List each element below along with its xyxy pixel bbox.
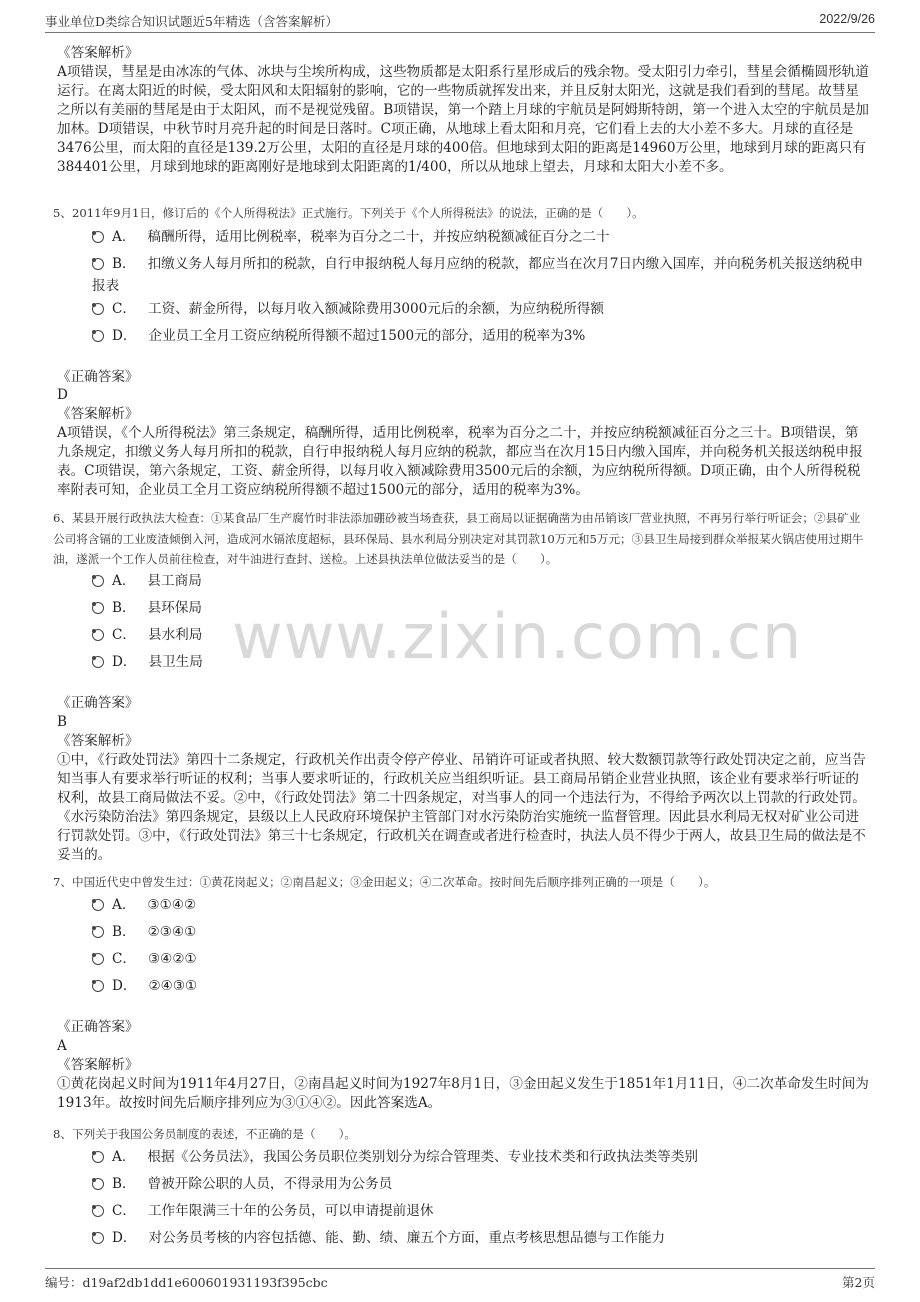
q5-analysis: A项错误，《个人所得税法》第三条规定，稿酬所得，适用比例税率，税率为百分之二十，并按应纳税额减征百分之三十。B项错误，第九条规定，扣缴义务人每月所扣的税款，自行申报纳税人每月应纳的税款，都应当在次月15日内缴入国库，并向税务机关报送纳税申报表。C项错误，第六条规定，工资、薪金所得，以每月收入额减除费用3500元后的余额，为应纳税所得额。D项正确，由个人所得税税率附表可知，企业员工全月工资应纳税所得额不超过1500元的部分，适用的税率为3%。 xyxy=(57,425,863,498)
q7-option-b[interactable]: B． ②③④① xyxy=(92,921,870,943)
q6-option-a[interactable]: A． 县工商局 xyxy=(92,570,870,592)
q6-analysis: ①中，《行政处罚法》第四十二条规定，行政机关作出责令停产停业、吊销许可证或者执照、较大数额罚款等行政处罚决定之前，应当告知当事人有要求举行听证的权利；当事人要求听证的，行政机关应当组织听证。县工商局吊销企业营业执照，该企业有要求举行听证的权利，故县工商局做法不妥。②中，《行政处罚法》第二十四条规定，对当事人的同一个违法行为，不得给予两次以上罚款的行政处罚。《水污染防治法》第四条规定，县级以上人民政府环境保护主管部门对水污染防治实施统一监督管理。因此县水利局无权对矿业公司进行罚款处罚。③中，《行政处罚法》第三十七条规定，行政机关在调查或者进行检查时，执法人员不得少于两人，故县卫生局的做法是不妥当的。 xyxy=(57,752,866,863)
q7-option-d[interactable]: D． ②④③① xyxy=(92,975,870,997)
q5-analysis-label: 《答案解析》 xyxy=(57,406,139,422)
radio-icon[interactable] xyxy=(92,1232,104,1244)
q7-analysis-label: 《答案解析》 xyxy=(57,1057,139,1073)
q6-answer: B xyxy=(57,714,67,730)
q6-option-c[interactable]: C． 县水利局 xyxy=(92,624,870,646)
document-title: 事业单位D类综合知识试题近5年精选（含答案解析） xyxy=(45,14,338,29)
q8-question: 8、下列关于我国公务员制度的表述，不正确的是（ ）。 xyxy=(53,1127,357,1141)
q5-option-c[interactable]: C． 工资、薪金所得，以每月收入额减除费用3000元后的余额，为应纳税所得额 xyxy=(92,298,870,320)
q7-answer: A xyxy=(57,1038,67,1054)
radio-icon[interactable] xyxy=(92,656,104,668)
q8-option-b[interactable]: B． 曾被开除公职的人员，不得录用为公务员 xyxy=(92,1173,870,1195)
q7-answer-label: 《正确答案》 xyxy=(57,1019,139,1035)
page-footer xyxy=(45,1268,875,1291)
q6-analysis-label: 《答案解析》 xyxy=(57,733,139,749)
q7-option-c[interactable]: C． ③④②① xyxy=(92,948,870,970)
radio-icon[interactable] xyxy=(92,303,104,315)
radio-icon[interactable] xyxy=(92,330,104,342)
q8-option-c[interactable]: C． 工作年限满三十年的公务员，可以申请提前退休 xyxy=(92,1200,870,1222)
q5-answer: D xyxy=(57,387,68,403)
q8-option-a[interactable]: A． 根据《公务员法》，我国公务员职位类别划分为综合管理类、专业技术类和行政执法类等类别 xyxy=(92,1146,870,1168)
radio-icon[interactable] xyxy=(92,926,104,938)
radio-icon[interactable] xyxy=(92,629,104,641)
q5-answer-label: 《正确答案》 xyxy=(57,369,139,385)
radio-icon[interactable] xyxy=(92,602,104,614)
q6-answer-label: 《正确答案》 xyxy=(57,695,139,711)
radio-icon[interactable] xyxy=(92,1151,104,1163)
q4-analysis: A项错误，彗星是由冰冻的气体、冰块与尘埃所构成，这些物质都是太阳系行星形成后的残余物。受太阳引力牵引，彗星会循椭圆形轨道运行。在离太阳近的时候，受太阳风和太阳辐射的影响，它的一些物质就挥发出来，并且反射太阳光，这就是我们看到的彗尾。故彗星之所以有美丽的彗尾是由于太阳风，而不是视觉残留。B项错误，第一个踏上月球的宇航员是阿姆斯特朗，第一个进入太空的宇航员是加加林。D项错误，中秋节时月亮升起的时间是日落时。C项正确，从地球上看太阳和月亮，它们看上去的大小差不多大。月球的直径是3476公里，而太阳的直径是139.2万公里，太阳的直径是月球的400倍。但地球到太阳的距离是14960万公里，地球到月球的距离只有384401公里，月球到地球的距离刚好是地球到太阳距离的1/400，所以从地球上望去，月球和太阳大小差不多。 xyxy=(57,64,870,175)
q8-option-d[interactable]: D． 对公务员考核的内容包括德、能、勤、绩、廉五个方面，重点考核思想品德与工作能力 xyxy=(92,1227,870,1249)
radio-icon[interactable] xyxy=(92,231,104,243)
radio-icon[interactable] xyxy=(92,258,104,270)
radio-icon[interactable] xyxy=(92,899,104,911)
page-header xyxy=(45,10,875,33)
radio-icon[interactable] xyxy=(92,575,104,587)
q4-analysis-label: 《答案解析》 xyxy=(57,45,139,61)
q6-question: 6、某县开展行政执法大检查：①某食品厂生产腐竹时非法添加硼砂被当场查获，县工商局以证据确凿为由吊销该厂营业执照，不再另行举行听证会；②县矿业公司将含镉的工业废渣倾倒入河，造成河水镉浓度超标，县环保局、县水利局分别决定对其罚款10万元和5万元；③县卫生局接到群众举报某火锅店使用过期牛油，遂派一个工作人员前往检查，对牛油进行查封、送检。上述县执法单位做法妥当的是（ ）。 xyxy=(53,511,864,566)
radio-icon[interactable] xyxy=(92,953,104,965)
q7-analysis: ①黄花岗起义时间为1911年4月27日，②南昌起义时间为1927年8月1日，③金田起义发生于1851年1月11日，④二次革命发生时间为1913年。故按时间先后顺序排列应为③①④②。因此答案选A。 xyxy=(57,1076,869,1111)
radio-icon[interactable] xyxy=(92,1178,104,1190)
document-code: 编号：d19af2db1dd1e600601931193f395cbc xyxy=(45,1275,328,1290)
q6-option-b[interactable]: B． 县环保局 xyxy=(92,597,870,619)
q7-question: 7、中国近代史中曾发生过：①黄花岗起义；②南昌起义；③金田起义；④二次革命。按时间先后顺序排列正确的一项是（ ）。 xyxy=(53,875,716,889)
q5-option-b[interactable]: B． 扣缴义务人每月所扣的税款，自行申报纳税人每月应纳的税款，都应当在次月7日内缴入国库，并向税务机关报送纳税申报表 xyxy=(92,256,864,294)
header-date: 2022/9/26 xyxy=(819,12,875,26)
radio-icon[interactable] xyxy=(92,1205,104,1217)
q7-option-a[interactable]: A． ③①④② xyxy=(92,894,870,916)
q6-option-d[interactable]: D． 县卫生局 xyxy=(92,651,870,673)
page-number: 第2页 xyxy=(842,1275,875,1290)
watermark: www.zixin.com.cn xyxy=(232,600,803,673)
q5-question: 5、2011年9月1日，修订后的《个人所得税法》正式施行。下列关于《个人所得税法》的说法，正确的是（ ）。 xyxy=(53,206,644,220)
q5-option-d[interactable]: D． 企业员工全月工资应纳税所得额不超过1500元的部分，适用的税率为3% xyxy=(92,325,870,347)
q5-option-a[interactable]: A． 稿酬所得，适用比例税率，税率为百分之二十，并按应纳税额减征百分之二十 xyxy=(92,226,870,248)
radio-icon[interactable] xyxy=(92,980,104,992)
